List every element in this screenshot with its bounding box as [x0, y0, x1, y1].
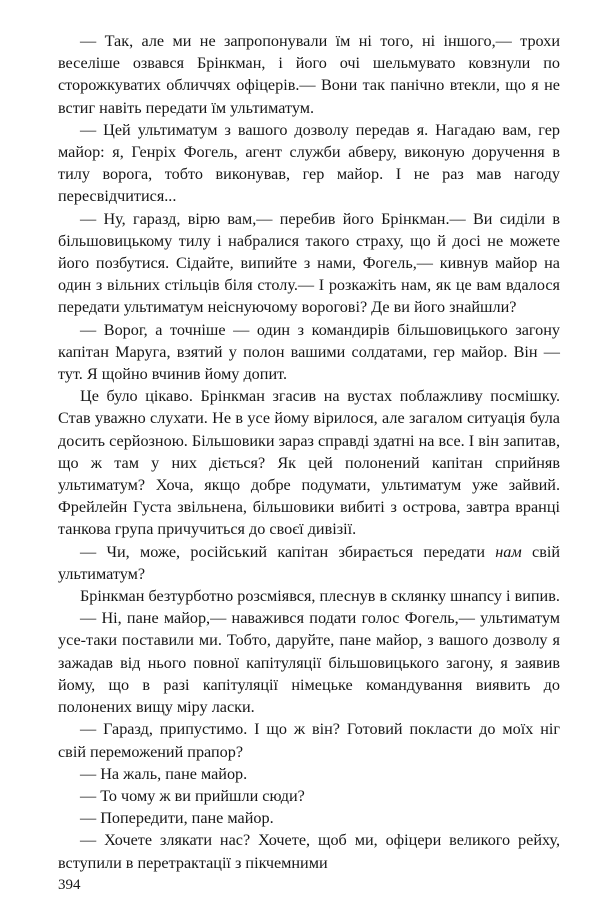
paragraph: — На жаль, пане майор. — [80, 764, 248, 783]
paragraph: — Цей ультиматум з вашого дозволу передав я. Нагадаю вам, гер майор: я, Генріх Фогель, агент служби абверу, виконую доручення в тилу ворога, тобто виконував, гер майор. І не раз мав нагоду пересвідчитися... — [58, 120, 560, 206]
paragraph: Брінкман безтурботно розсміявся, плеснув в склянку шнапсу і випив. — [80, 587, 560, 606]
page-number: 394 — [58, 877, 81, 893]
body-text — [58, 30, 560, 874]
paragraph: — То чому ж ви прийшли сюди? — [80, 786, 305, 805]
paragraph: Це було цікаво. Брінкман згасив на вустах поблажливу посмішку. Став уважно слухати. Не в усе йому вірилося, але загалом ситуація була досить серйозною. Більшовики зараз справді здатні на все. І він запитав, що ж там у них діється? Як цей полонений капітан сприйняв ультиматум? Хоча, якщо добре подумати, ультиматум уже зайвий. Фрейлейн Густа звільнена, більшовики вибиті з острова, завтра вранці танкова група причучиться до своєї дивізії. — [58, 387, 560, 539]
paragraph: — Ворог, а точніше — один з командирів більшовицького загону капітан Маруга, взятий у полон вашими солдатами, гер майор. Він — тут. Я щойно вчинив йому допит. — [58, 320, 560, 384]
emphasis-text: нам — [495, 542, 522, 561]
paragraph-text: — Чи, може, російський капітан збирається передати — [80, 542, 496, 561]
paragraph: — Хочете злякати нас? Хочете, щоб ми, офіцери великого рейху, вступили в перетрактації з пікчемними — [58, 831, 560, 872]
paragraph: — Попередити, пане майор. — [80, 809, 274, 828]
paragraph: — Так, але ми не запропонували їм ні того, ні іншого,— трохи веселіше озвався Брінкман, і його очі шельмувато ковзнули по сторожкуватих обличчях офіцерів.— Вони так панічно втекли, що я не встиг навіть передати їм ультиматум. — [58, 32, 560, 117]
paragraph — [58, 541, 560, 585]
paragraph: — Гаразд, припустимо. І що ж він? Готовий покласти до моїх ніг свій переможений прапор? — [58, 720, 560, 761]
paragraph: — Ну, гаразд, вірю вам,— перебив його Брінкман.— Ви сиділи в більшовицькому тилу і набралися такого страху, що й досі не можете його позбутися. Сідайте, випийте з нами, Фогель,— кивнув майор на один з вільних стільців біля столу.— І розкажіть нам, як це вам вдалося передати ультиматум неіснуючому ворогові? Де ви його знайшли? — [58, 209, 560, 317]
paragraph: — Ні, пане майор,— наважився подати голос Фогель,— ультиматум усе-таки поставили ми. Тобто, даруйте, пане майор, з вашого дозволу я зажадав від нього повної капітуляції більшовицького загону, я заявив йому, що в разі капітуляції німецьке командування виявить до полонених вищу міру ласки. — [58, 609, 560, 717]
paragraph-text: свій ультиматум? — [58, 542, 560, 583]
